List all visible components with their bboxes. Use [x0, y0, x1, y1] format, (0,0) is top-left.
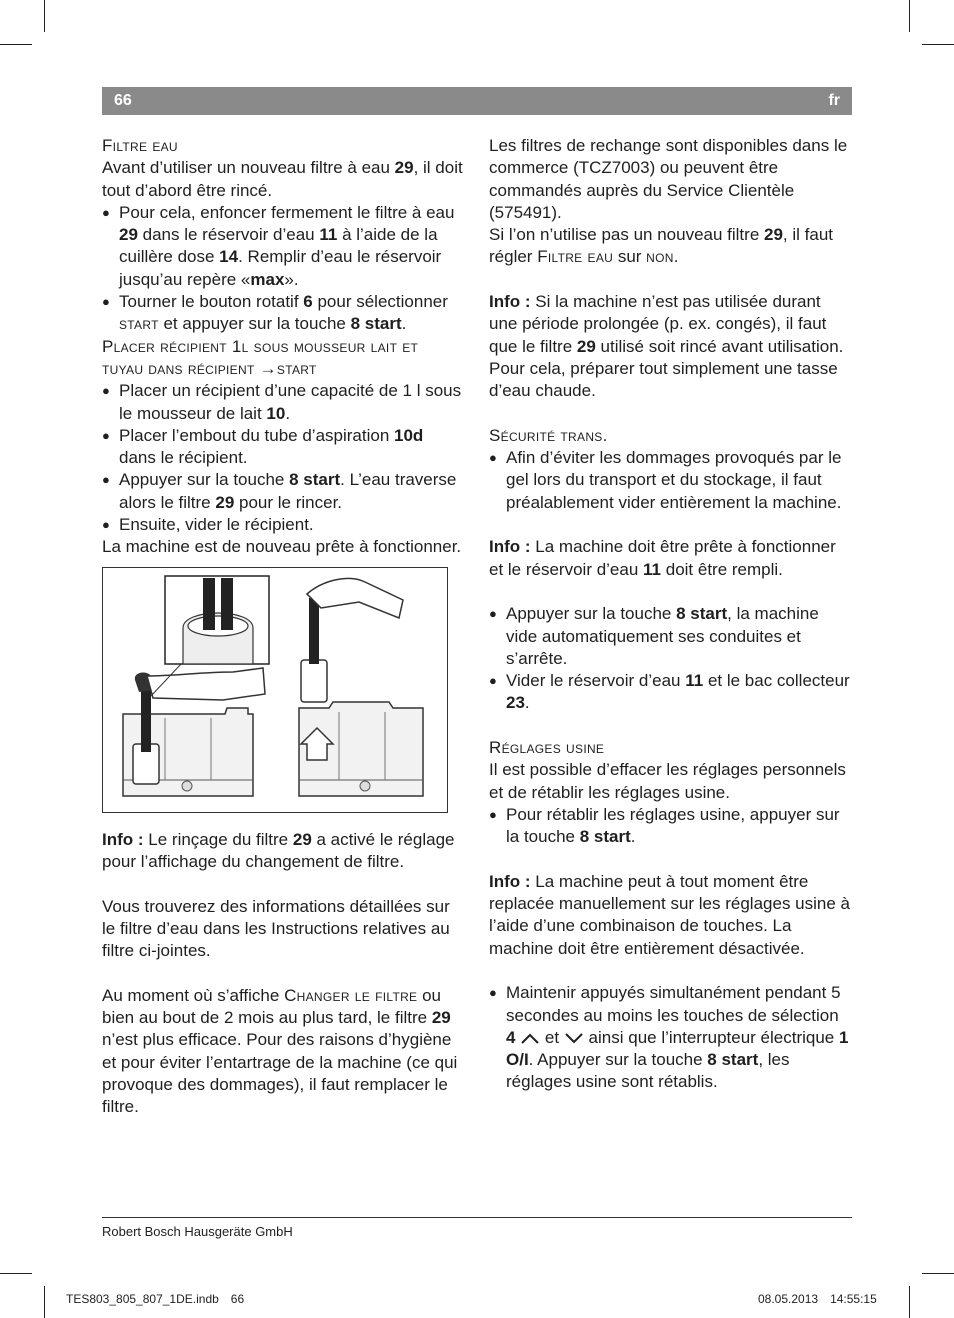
crop-mark [922, 44, 954, 45]
crop-mark [0, 1273, 32, 1274]
list-item: ● Maintenir appuyés simultanément pendant 5 secondes au moins les touches de sélection 4 et ainsi que l’interrupteur électrique 1 O/I. Appuyer sur la touche 8 start, les réglages usine sont rétablis. [489, 982, 851, 1093]
machine-illustration [103, 568, 447, 812]
list-item: ● Ensuite, vider le récipient. [102, 514, 464, 536]
non-use-text: Si l’on n’utilise pas un nouveau filtre 29, il faut régler Filtre eau sur non. [489, 225, 834, 267]
info-conges: Info : Si la machine n’est pas utilisée durant une période prolongée (p. ex. congés), il faut que le filtre 29 utilisé soit rincé avant utilisation. Pour cela, préparer tout simplement une tasse d’eau chaude. [489, 292, 844, 401]
info-instructions: Vous trouverez des informations détaillées sur le filtre d’eau dans les Instructions relatives au filtre ci-jointes. [102, 896, 450, 961]
left-column [102, 135, 464, 1119]
filtres-rechange-text: Les filtres de rechange sont disponibles dans le commerce (TCZ7003) ou peuvent être commandés auprès du Service Clientèle (575491). [489, 136, 848, 222]
print-slug-file: TES803_805_807_1DE.indb 66 [66, 1292, 245, 1306]
list-item: ● Vider le réservoir d’eau 11 et le bac collecteur 23. [489, 670, 851, 715]
illustration-filter-rinse [102, 567, 448, 813]
crop-mark [922, 1273, 954, 1274]
section-heading-filtre: Filtre eau [102, 136, 178, 155]
right-column [489, 135, 851, 1094]
list-item: ● Afin d’éviter les dommages provoqués par le gel lors du transport et du stockage, il faut préalablement vider entièrement la machine. [489, 447, 851, 514]
info-rincage: Info : Le rinçage du filtre 29 a activé le réglage pour l’affichage du changement de filtre. [102, 829, 455, 871]
filtre-intro: Avant d’utiliser un nouveau filtre à eau 29, il doit tout d’abord être rincé. [102, 158, 463, 200]
language-code: fr [828, 92, 840, 109]
crop-mark [44, 1286, 45, 1318]
crop-mark [0, 44, 32, 45]
crop-mark [909, 0, 910, 32]
changer-filtre-text: Au moment où s’affiche Changer le filtre ou bien au bout de 2 mois au plus tard, le filtre 29 n’est plus efficace. Pour des raisons d’hygiène et pour éviter l’entartrage de la machine (ce qui provoque des dommages), il faut remplacer le filtre. [102, 985, 458, 1117]
section-heading-placer: Placer récipient 1l sous mousseur lait et tuyau dans récipient →start [102, 336, 419, 378]
info-combinaison: Info : La machine peut à tout moment être replacée manuellement sur les réglages usine à l’aide d’une combinaison de touches. La machine doit être entièrement désactivée. [489, 871, 850, 958]
chevron-down-icon [564, 1032, 584, 1044]
footer-company: Robert Bosch Hausgeräte GmbH [102, 1224, 293, 1239]
crop-mark [44, 0, 45, 32]
list-item: ● Placer l’embout du tube d’aspiration 10d dans le récipient. [102, 425, 464, 470]
reglages-text: Il est possible d’effacer les réglages personnels et de rétablir les réglages usine. [489, 760, 846, 802]
page-number: 66 [114, 92, 132, 109]
list-item: ● Tourner le bouton rotatif 6 pour sélectionner start et appuyer sur la touche 8 start. [102, 291, 464, 336]
crop-mark [909, 1286, 910, 1318]
list-item: ● Appuyer sur la touche 8 start, la machine vide automatiquement ses conduites et s’arrête. [489, 603, 851, 670]
footer-divider [102, 1217, 852, 1218]
info-prete: Info : La machine doit être prête à fonctionner et le réservoir d’eau 11 doit être rempli. [489, 537, 836, 579]
list-item: ● Pour rétablir les réglages usine, appuyer sur la touche 8 start. [489, 804, 851, 849]
chevron-up-icon [520, 1032, 540, 1044]
page-header-bar [102, 87, 852, 115]
section-heading-reglages: Réglages usine [489, 738, 605, 758]
section-heading-securite: Sécurité trans. [489, 425, 608, 445]
list-item: ● Appuyer sur la touche 8 start. L’eau traverse alors le filtre 29 pour le rincer. [102, 469, 464, 514]
list-item: ● Placer un récipient d’une capacité de 1 l sous le mousseur de lait 10. [102, 380, 464, 425]
ready-text: La machine est de nouveau prête à fonctionner. [102, 537, 462, 557]
list-item: ● Pour cela, enfoncer fermement le filtre à eau 29 dans le réservoir d’eau 11 à l’aide de la cuillère dose 14. Remplir d’eau le réservoir jusqu’au repère «max». [102, 202, 464, 291]
print-slug-date: 08.05.2013 14:55:15 [758, 1292, 877, 1306]
